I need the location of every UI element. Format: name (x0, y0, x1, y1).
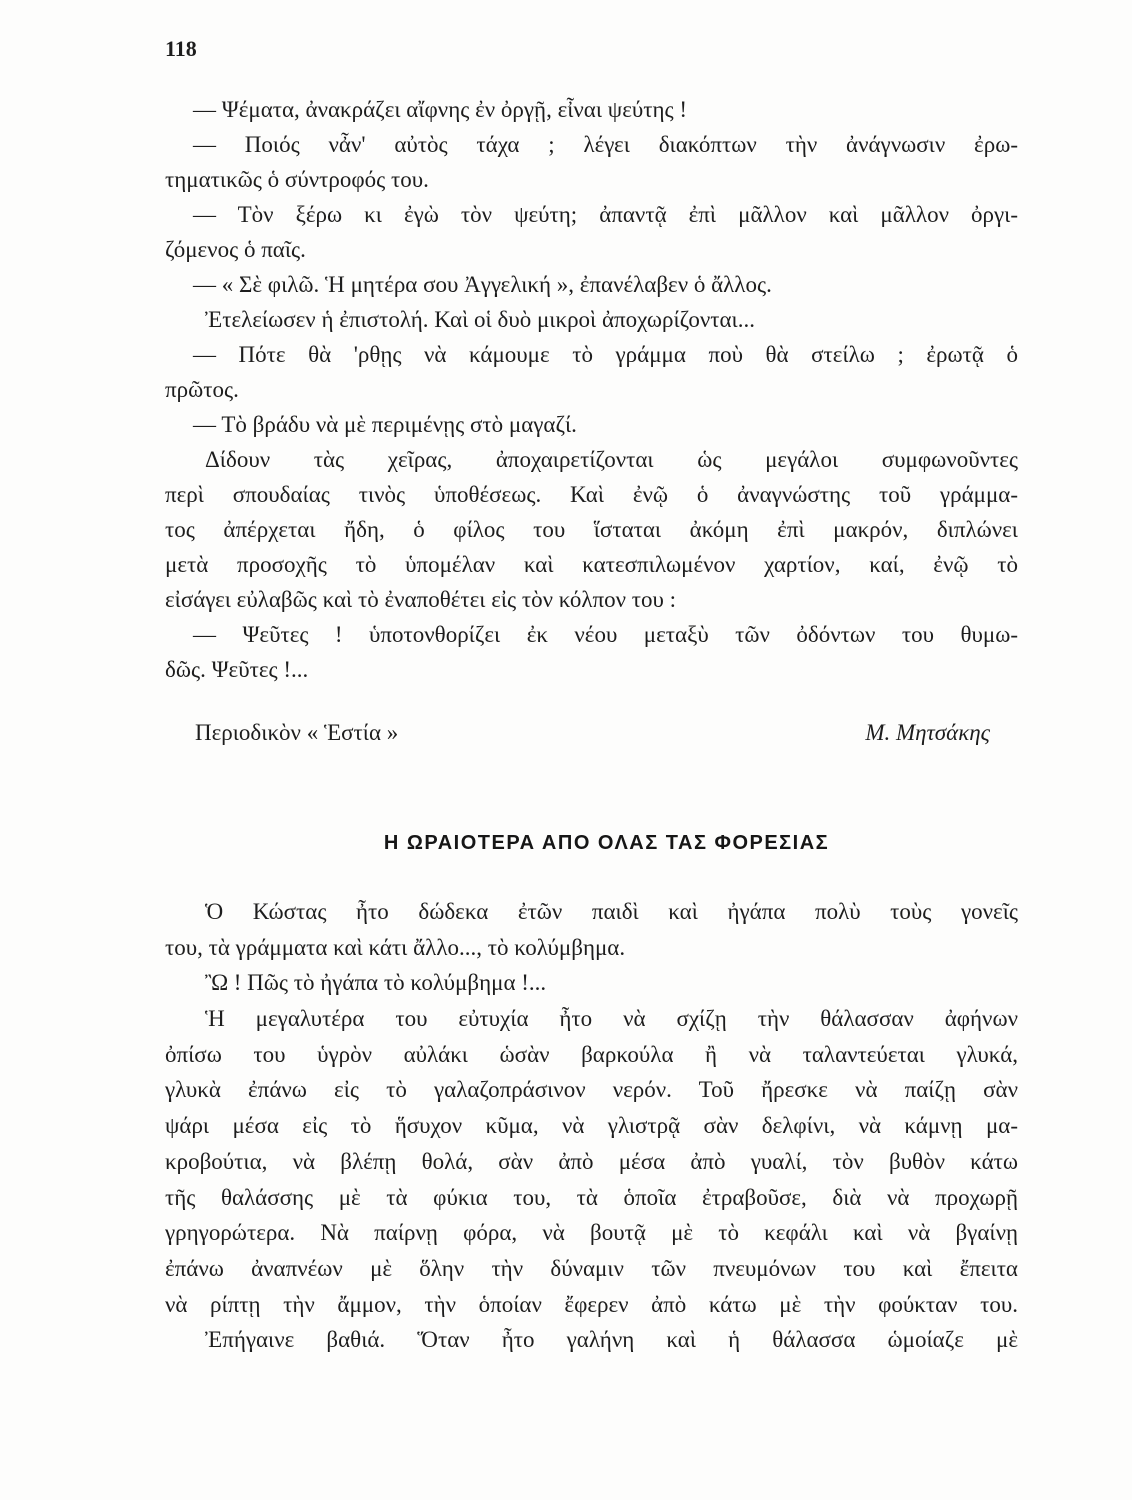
text-line: Δίδουν τὰς χεῖρας, ἀποχαιρετίζονται ὡς μεγάλοι συμφωνοῦντες (205, 447, 1018, 472)
text-line: — Τὸν ξέρω κι ἐγὼ τὸν ψεύτη; ἀπαντᾷ ἐπὶ μᾶλλον καὶ μᾶλλον ὀργι- (193, 202, 1018, 227)
text-line: γρηγορώτερα. Νὰ παίρνῃ φόρα, νὰ βουτᾷ μὲ τὸ κεφάλι καὶ νὰ βγαίνῃ (165, 1220, 1018, 1246)
text-line: τῆς θαλάσσης μὲ τὰ φύκια του, τὰ ὁποῖα ἐτραβοῦσε, διὰ νὰ προχωρῇ (165, 1184, 1018, 1210)
text-line: ψάρι μέσα εἰς τὸ ἥσυχον κῦμα, νὰ γλιστρᾷ σὰν δελφίνι, νὰ κάμνῃ μα- (165, 1113, 1018, 1139)
text-line: τος ἀπέρχεται ἤδη, ὁ φίλος του ἵσταται ἀκόμη ἐπὶ μακρόν, διπλώνει (165, 517, 1018, 542)
text-line: δῶς. Ψεῦτες !... (165, 657, 309, 682)
text-line: Ἐπήγαινε βαθιά. Ὅταν ἦτο γαλήνη καὶ ἡ θάλασσα ὡμοίαζε μὲ (205, 1327, 1018, 1353)
text-line: — Πότε θὰ 'ρθῃς νὰ κάμουμε τὸ γράμμα ποὺ θὰ στείλω ; ἐρωτᾷ ὁ (193, 342, 1018, 367)
text-line: ζόμενος ὁ παῖς. (165, 237, 306, 262)
text-line: τηματικῶς ὁ σύντροφός του. (165, 167, 429, 192)
text-line: μετὰ προσοχῆς τὸ ὑπομέλαν καὶ κατεσπιλωμένον χαρτίον, καί, ἐνῷ τὸ (165, 552, 1018, 577)
text-line: — Ψέματα, ἀνακράζει αἴφνης ἐν ὀργῇ, εἶναι ψεύτης ! (193, 97, 688, 122)
text-line: ἐπάνω ἀναπνέων μὲ ὅλην τὴν δύναμιν τῶν πνευμόνων του καὶ ἔπειτα (165, 1255, 1018, 1281)
source-credit (165, 715, 1018, 750)
letter-story-text (165, 92, 1018, 687)
text-line: κροβούτια, νὰ βλέπῃ θολά, σὰν ἀπὸ μέσα ἀπὸ γυαλί, τὸν βυθὸν κάτω (165, 1148, 1018, 1174)
text-line: περὶ σπουδαίας τινὸς ὑποθέσεως. Καὶ ἐνῷ ὁ ἀναγνώστης τοῦ γράμμα- (165, 482, 1018, 507)
swimming-story-text (165, 894, 1018, 1358)
text-line: — « Σὲ φιλῶ. Ἡ μητέρα σου Ἀγγελική », ἐπανέλαβεν ὁ ἄλλος. (193, 272, 772, 297)
story-title: Η ΩΡΑΙΟΤΕΡΑ ΑΠΟ ΟΛΑΣ ΤΑΣ ΦΟΡΕΣΙΑΣ (383, 832, 830, 854)
source-name: Περιοδικὸν « Ἑστία » (195, 720, 399, 745)
text-line: — Ψεῦτες ! ὑποτονθορίζει ἐκ νέου μεταξὺ τῶν ὀδόντων του θυμω- (193, 622, 1018, 647)
author-name: Μ. Μητσάκης (865, 720, 990, 745)
text-line: Ὢ ! Πῶς τὸ ἠγάπα τὸ κολύμβημα !... (205, 970, 547, 996)
text-line: Ὁ Κώστας ἦτο δώδεκα ἐτῶν παιδὶ καὶ ἠγάπα πολὺ τοὺς γονεῖς (205, 899, 1018, 924)
text-line: εἰσάγει εὐλαβῶς καὶ τὸ ἐναποθέτει εἰς τὸν κόλπον του : (165, 587, 677, 612)
text-line: — Ποιός νἆν' αὐτὸς τάχα ; λέγει διακόπτων τὴν ἀνάγνωσιν ἐρω- (193, 132, 1018, 157)
text-line: ὀπίσω του ὑγρὸν αὐλάκι ὡσὰν βαρκούλα ἢ νὰ ταλαντεύεται γλυκά, (165, 1041, 1018, 1067)
text-line: νὰ ρίπτῃ τὴν ἄμμον, τὴν ὁποίαν ἔφερεν ἀπὸ κάτω μὲ τὴν φούκταν του. (165, 1291, 1018, 1317)
page-number: 118 (165, 36, 197, 61)
text-line: Ἐτελείωσεν ἡ ἐπιστολή. Καὶ οἱ δυὸ μικροὶ ἀποχωρίζονται... (205, 307, 755, 332)
text-line: πρῶτος. (165, 377, 239, 402)
text-line: γλυκὰ ἐπάνω εἰς τὸ γαλαζοπράσινον νερόν. Τοῦ ἤρεσκε νὰ παίζῃ σὰν (165, 1077, 1018, 1103)
text-line: του, τὰ γράμματα καὶ κάτι ἄλλο..., τὸ κολύμβημα. (165, 934, 626, 960)
text-line: — Τὸ βράδυ νὰ μὲ περιμένῃς στὸ μαγαζί. (193, 412, 577, 437)
text-line: Ἡ μεγαλυτέρα του εὐτυχία ἦτο νὰ σχίζῃ τὴν θάλασσαν ἀφήνων (205, 1006, 1018, 1032)
